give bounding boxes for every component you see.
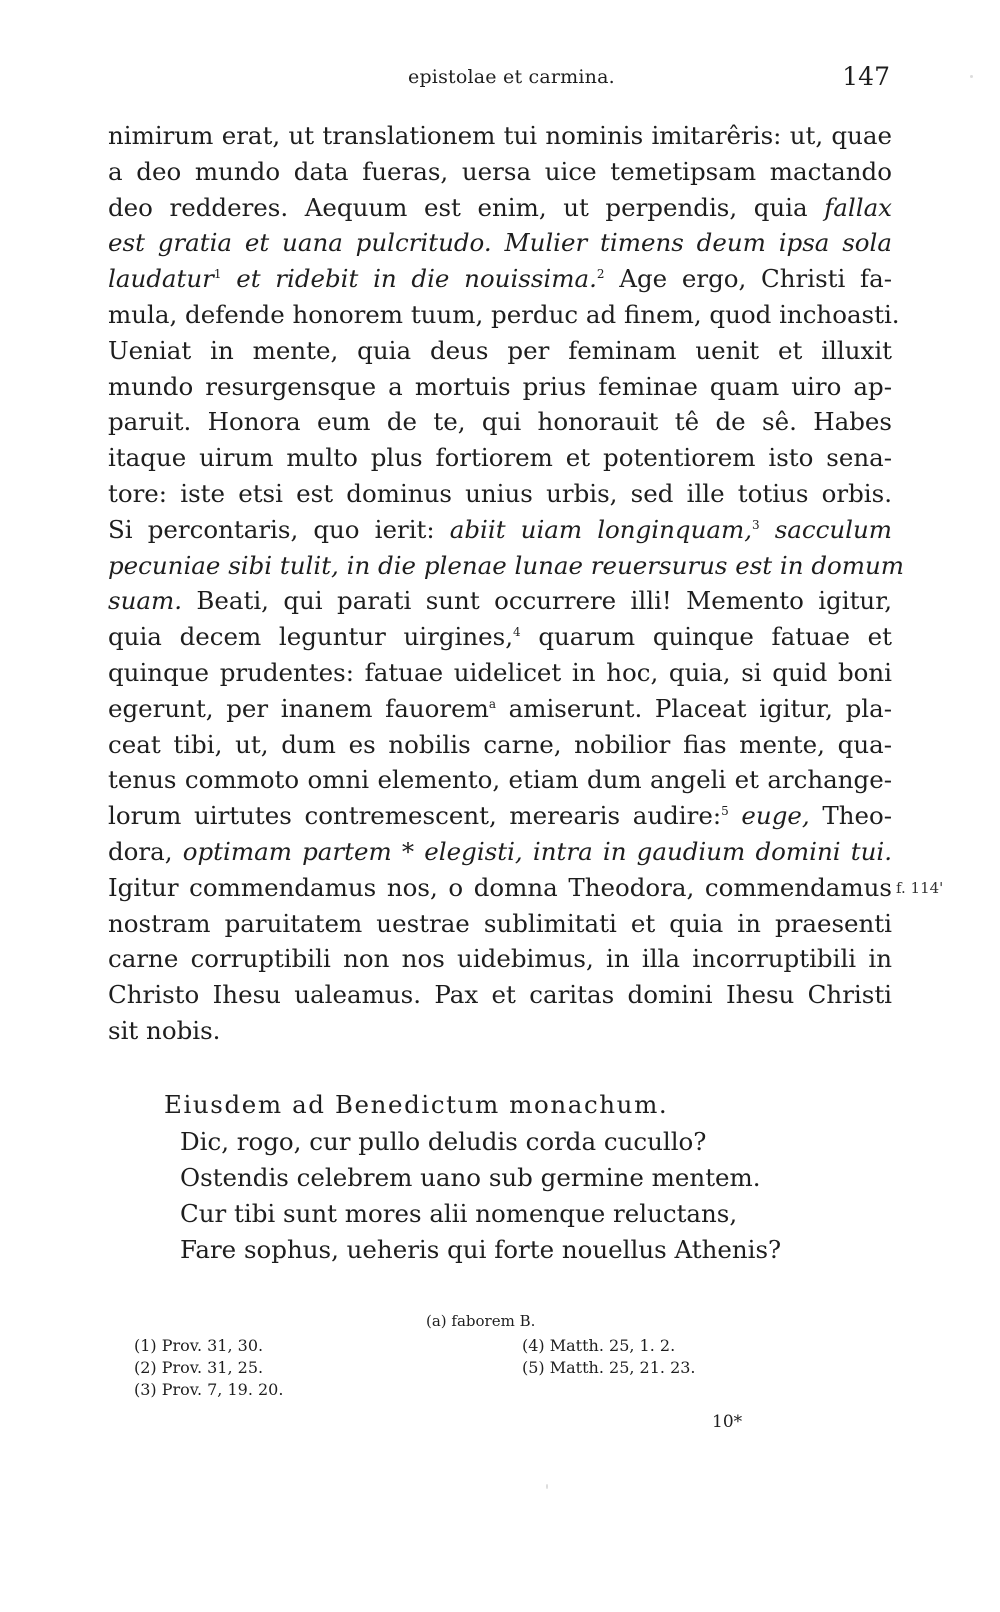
paper-speck bbox=[970, 75, 973, 78]
scripture-quote: pecuniae sibi tulit, in die plenae lunae reuersurus est in domum bbox=[108, 550, 904, 580]
text-line bbox=[108, 727, 892, 763]
text-line bbox=[108, 297, 900, 333]
running-header bbox=[0, 64, 1000, 98]
text-line bbox=[108, 261, 892, 297]
footnote-1: (1) Prov. 31, 30. bbox=[134, 1336, 264, 1355]
scripture-quote: et ridebit in die nouissima. bbox=[221, 264, 597, 294]
text-run: dora, bbox=[108, 836, 183, 866]
scripture-quote: optimam partem * elegisti, intra in gaudium domini tui. bbox=[182, 836, 892, 866]
text-run: deo redderes. Aequum est enim, ut perpendis, quia bbox=[108, 192, 825, 222]
scripture-quote: est gratia et uana pulcritudo. Mulier timens deum ipsa sola bbox=[108, 228, 892, 258]
poem-verse-4: Fare sophus, ueheris qui forte nouellus Athenis? bbox=[180, 1235, 782, 1264]
text-run: mula, defende honorem tuum, perduc ad finem, quod inchoasti. bbox=[108, 299, 900, 329]
running-title: epistolae et carmina. bbox=[408, 66, 615, 88]
poem-verse-1: Dic, rogo, cur pullo deludis corda cucullo? bbox=[180, 1127, 707, 1156]
scripture-quote: fallax bbox=[824, 192, 892, 222]
text-line bbox=[108, 190, 892, 226]
text-line bbox=[108, 1013, 892, 1049]
text-run: mundo resurgensque a mortuis prius feminae quam uiro ap- bbox=[108, 371, 892, 401]
text-line bbox=[108, 762, 892, 798]
apparatus-note: (a) faborem B. bbox=[426, 1312, 536, 1330]
text-run: nimirum erat, ut translationem tui nominis imitarêris: ut, quae bbox=[108, 121, 892, 150]
signature-mark: 10* bbox=[712, 1412, 743, 1432]
text-run: lorum uirtutes contremescent, merearis audire: bbox=[108, 801, 722, 831]
text-run: Age ergo, Christi fa- bbox=[604, 264, 892, 294]
scripture-quote: laudatur bbox=[108, 264, 214, 294]
poem-verse-3: Cur tibi sunt mores alii nomenque reluctans, bbox=[180, 1199, 738, 1228]
footnote-5: (5) Matth. 25, 21. 23. bbox=[522, 1358, 696, 1377]
text-line bbox=[108, 798, 892, 834]
poem-verse-2: Ostendis celebrem uano sub germine mentem. bbox=[180, 1163, 761, 1192]
text-run: tenus commoto omni elemento, etiam dum angeli et archange- bbox=[108, 765, 892, 795]
text-line bbox=[108, 476, 892, 512]
text-line bbox=[108, 512, 892, 548]
scripture-quote: euge, bbox=[728, 801, 810, 831]
prose-body bbox=[108, 118, 904, 1049]
text-run: Christo Ihesu ualeamus. Pax et caritas domini Ihesu Christi bbox=[108, 980, 892, 1010]
text-run: a deo mundo data fueras, uersa uice temetipsam mactando bbox=[108, 156, 892, 186]
text-run: tore: iste etsi est dominus unius urbis, sed ille totius orbis. bbox=[108, 478, 892, 508]
text-line bbox=[108, 369, 892, 405]
text-line bbox=[108, 834, 892, 870]
text-line bbox=[108, 977, 892, 1013]
text-run: ceat tibi, ut, dum es nobilis carne, nobilior fias mente, qua- bbox=[108, 729, 892, 759]
text-line bbox=[108, 906, 892, 942]
footnote-ref: 4 bbox=[513, 625, 521, 640]
text-line bbox=[108, 440, 892, 476]
footnote-ref: a bbox=[488, 696, 496, 711]
text-line bbox=[108, 870, 892, 906]
margin-folio-note: f. 114' bbox=[896, 879, 944, 897]
text-run: egerunt, per inanem fauorem bbox=[108, 693, 489, 723]
footnote-2: (2) Prov. 31, 25. bbox=[134, 1358, 264, 1377]
text-line bbox=[108, 118, 892, 154]
footnote-ref: 1 bbox=[213, 267, 222, 282]
text-line bbox=[108, 548, 904, 584]
text-line bbox=[108, 154, 892, 190]
text-line bbox=[108, 225, 892, 261]
text-line bbox=[108, 333, 892, 369]
text-run: quia decem leguntur uirgines, bbox=[108, 622, 514, 652]
text-line bbox=[108, 655, 892, 691]
poem-title: Eiusdem ad Benedictum monachum. bbox=[164, 1090, 669, 1119]
text-run: Ueniat in mente, quia deus per feminam uenit et illuxit bbox=[108, 335, 892, 365]
text-run: sit nobis. bbox=[108, 1015, 221, 1045]
text-run: Si percontaris, quo ierit: bbox=[108, 514, 450, 544]
text-run: Igitur commendamus nos, o domna Theodora, commendamus bbox=[108, 872, 892, 902]
text-run: paruit. Honora eum de te, qui honorauit tê de sê. Habes bbox=[108, 407, 892, 437]
text-line bbox=[108, 404, 892, 440]
scripture-quote: suam. bbox=[108, 586, 182, 616]
text-line bbox=[108, 619, 892, 655]
footnote-ref: 2 bbox=[596, 267, 605, 282]
footnote-ref: 5 bbox=[721, 804, 729, 819]
paper-speck bbox=[546, 1484, 548, 1489]
page-number: 147 bbox=[842, 62, 890, 91]
text-run: Beati, qui parati sunt occurrere illi! Memento igitur, bbox=[181, 586, 892, 616]
text-run: Theo- bbox=[809, 801, 892, 831]
text-run: carne corruptibili non nos uidebimus, in illa incorruptibili in bbox=[108, 944, 892, 974]
footnote-4: (4) Matth. 25, 1. 2. bbox=[522, 1336, 676, 1355]
text-run: quinque prudentes: fatuae uidelicet in hoc, quia, si quid boni bbox=[108, 657, 892, 687]
text-run: nostram paruitatem uestrae sublimitati et quia in praesenti bbox=[108, 908, 892, 938]
footnote-3: (3) Prov. 7, 19. 20. bbox=[134, 1380, 284, 1399]
scripture-quote: sacculum bbox=[759, 514, 892, 544]
text-line bbox=[108, 583, 892, 619]
text-run: quarum quinque fatuae et bbox=[520, 622, 892, 652]
text-run: amiserunt. Placeat igitur, pla- bbox=[495, 693, 892, 723]
text-line bbox=[108, 941, 892, 977]
text-run: itaque uirum multo plus fortiorem et potentiorem isto sena- bbox=[108, 443, 892, 473]
scripture-quote: abiit uiam longinquam, bbox=[449, 514, 752, 544]
footnote-ref: 3 bbox=[751, 517, 760, 532]
text-line bbox=[108, 691, 892, 727]
